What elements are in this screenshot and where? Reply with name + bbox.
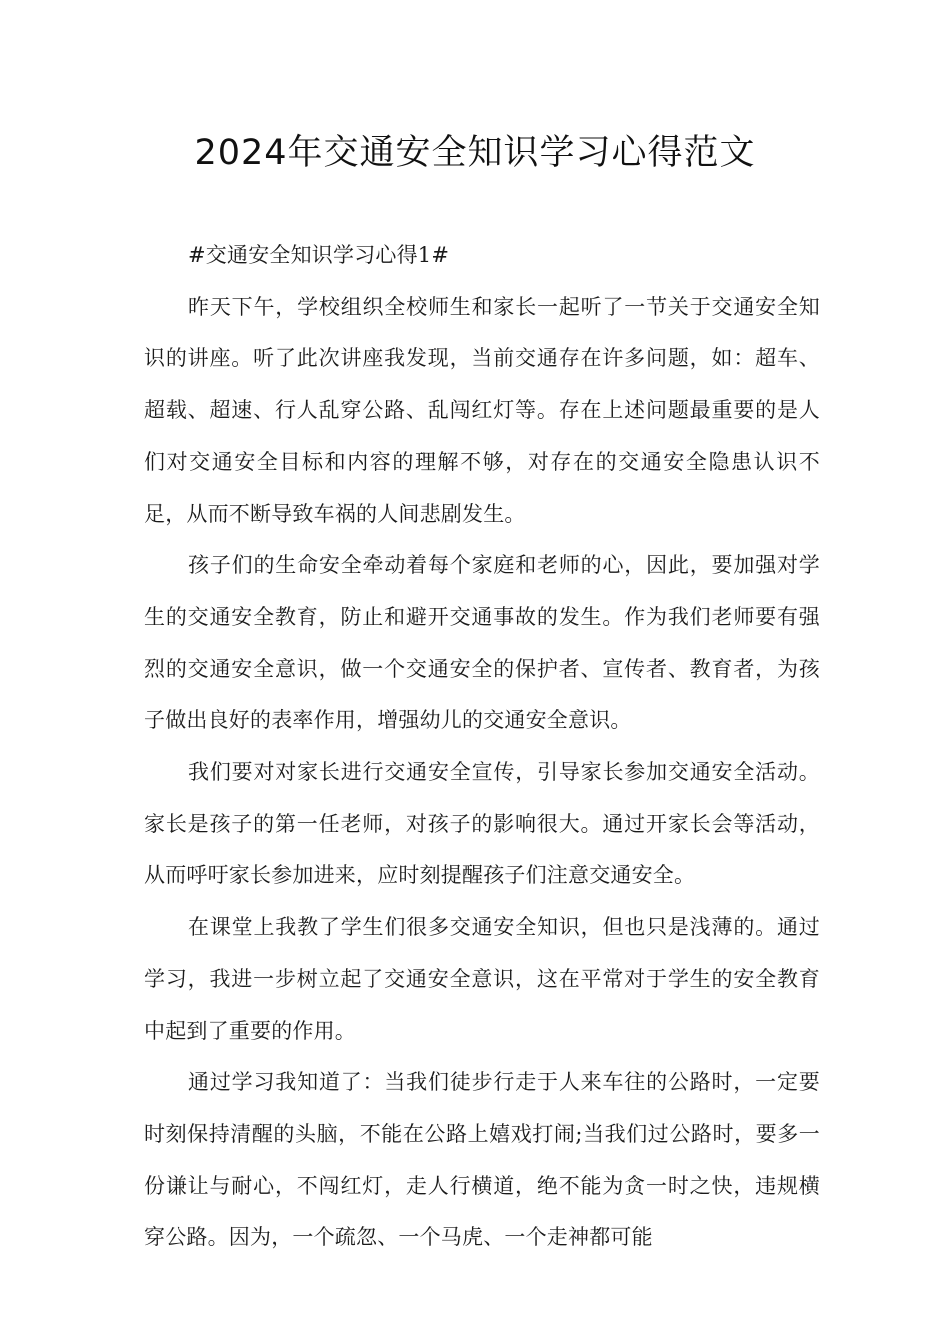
document-body	[144, 230, 820, 1264]
paragraph: 在课堂上我教了学生们很多交通安全知识，但也只是浅薄的。通过学习，我进一步树立起了交通安全意识，这在平常对于学生的安全教育中起到了重要的作用。	[144, 915, 820, 1043]
section-heading: #交通安全知识学习心得1#	[188, 243, 450, 267]
paragraph: 孩子们的生命安全牵动着每个家庭和老师的心，因此，要加强对学生的交通安全教育，防止和避开交通事故的发生。作为我们老师要有强烈的交通安全意识，做一个交通安全的保护者、宣传者、教育者，为孩子做出良好的表率作用，增强幼儿的交通安全意识。	[144, 553, 820, 733]
document-title: 2024年交通安全知识学习心得范文	[194, 133, 756, 173]
paragraph: 通过学习我知道了：当我们徒步行走于人来车往的公路时，一定要时刻保持清醒的头脑，不能在公路上嬉戏打闹;当我们过公路时，要多一份谦让与耐心，不闯红灯，走人行横道，绝不能为贪一时之快，违规横穿公路。因为，一个疏忽、一个马虎、一个走神都可能	[144, 1070, 820, 1250]
paragraph: 我们要对对家长进行交通安全宣传，引导家长参加交通安全活动。家长是孩子的第一任老师，对孩子的影响很大。通过开家长会等活动，从而呼吁家长参加进来，应时刻提醒孩子们注意交通安全。	[144, 760, 820, 888]
paragraph: 昨天下午，学校组织全校师生和家长一起听了一节关于交通安全知识的讲座。听了此次讲座我发现，当前交通存在许多问题，如：超车、超载、超速、行人乱穿公路、乱闯红灯等。存在上述问题最重要的是人们对交通安全目标和内容的理解不够，对存在的交通安全隐患认识不足，从而不断导致车祸的人间悲剧发生。	[144, 294, 820, 526]
